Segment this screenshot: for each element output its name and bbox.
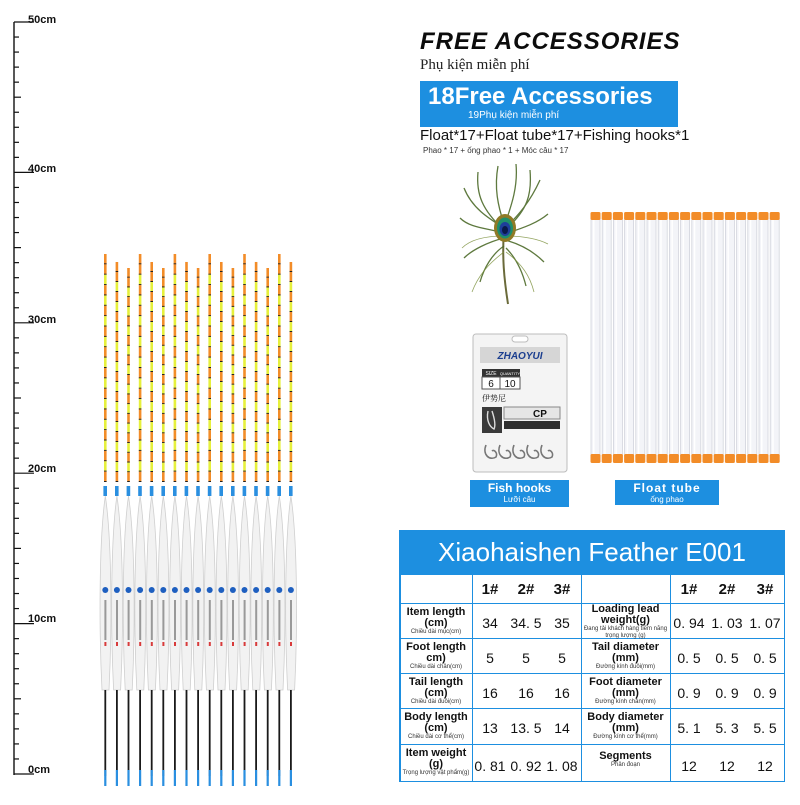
float: [193, 268, 204, 786]
row-label-text: Foot length cm): [406, 641, 466, 664]
value-cell: 0. 81: [474, 758, 506, 774]
float-tube: [624, 212, 634, 463]
float: [181, 262, 192, 786]
left-col-header-2: 2#: [517, 581, 535, 598]
float-tube: [703, 212, 713, 463]
float: [228, 268, 239, 786]
value-cell: 0. 5: [715, 650, 739, 666]
row-label-sub: Chiều dài đuôi(cm): [410, 699, 462, 705]
value-cell: 12: [681, 758, 697, 774]
hook-pack-size: 6: [488, 379, 494, 390]
row-label-body-length: [400, 712, 472, 741]
value-cell: 0. 5: [753, 650, 777, 666]
value-cell: 12: [757, 758, 773, 774]
value-cell: 5: [558, 650, 566, 666]
float-tube: [680, 212, 690, 463]
peacock-feather-icon: [458, 158, 550, 306]
float: [158, 268, 169, 786]
row-label-text: Body length (cm): [404, 711, 468, 734]
row-label-sub: Đường kính đuôi(mm): [596, 664, 655, 670]
value-cell: 35: [554, 615, 570, 631]
value-cell: 12: [719, 758, 735, 774]
row-label-sub: Chiều dài mục(cm): [410, 629, 462, 635]
right-col-header-3: 3#: [756, 581, 774, 598]
value-cell: 1. 03: [711, 615, 743, 631]
banner-subtitle: 19Phụ kiện miễn phí: [468, 110, 560, 121]
row-label-foot-diameter: [581, 677, 670, 706]
row-label-text: Item length (cm): [406, 606, 466, 629]
row-label-sub: Chiều dài chân(cm): [409, 664, 463, 670]
ruler-label-40: 40cm: [28, 163, 57, 175]
float: [286, 262, 297, 786]
row-label-sub: Chiều dài cơ thể(cm): [408, 734, 464, 740]
float-tube: [669, 212, 679, 463]
row-label-text: Segments: [599, 750, 652, 762]
row-label-text: Foot diameter (mm): [589, 676, 662, 699]
float: [112, 262, 123, 786]
ruler-ticks: [0, 0, 90, 800]
row-label-sub: Phân đoạn: [610, 762, 641, 768]
value-cell: 0. 5: [677, 650, 701, 666]
float-tube: [691, 212, 701, 463]
value-cell: 16: [554, 685, 570, 701]
value-cell: 0. 92: [510, 758, 542, 774]
row-label-item-length: [400, 607, 472, 636]
hook-pack-code: CP: [533, 409, 547, 420]
row-label-segments: [581, 751, 670, 769]
float: [239, 254, 250, 786]
float-tube: [747, 212, 757, 463]
contents-line-sub: Phao * 17 + ống phao * 1 + Móc câu * 17: [423, 146, 569, 155]
ruler-label-10: 10cm: [28, 613, 57, 625]
value-cell: 5. 1: [677, 720, 701, 736]
row-label-sub: Đang tải khách hàng tiềm năng trọng lượng (g): [583, 626, 668, 639]
float: [146, 262, 157, 786]
hook-pack-qty-label: QUANTITY: [499, 371, 521, 376]
value-cell: 0. 9: [677, 685, 701, 701]
fish-hooks-caption-title: Fish hooks: [487, 481, 552, 495]
value-cell: 1. 08: [546, 758, 578, 774]
float: [251, 262, 262, 786]
row-label-body-diameter: [581, 712, 670, 741]
row-label-text: Body diameter (mm): [587, 711, 664, 734]
float-tube: [602, 212, 612, 463]
row-label-text: Tail length (cm): [408, 676, 464, 699]
row-label-item-weight: [400, 748, 472, 777]
fish-hooks-caption: [470, 480, 569, 507]
float-tube-caption: [615, 480, 719, 505]
hook-pack-product: 伊势尼: [482, 394, 506, 403]
fishing-floats-image: [95, 250, 305, 790]
row-label-text: Item weight (g): [405, 747, 467, 770]
float-tube: [714, 212, 724, 463]
float-tube: [725, 212, 735, 463]
row-label-text: Tail diameter (mm): [591, 641, 660, 664]
float-tube: [591, 212, 601, 463]
value-cell: 5: [522, 650, 530, 666]
float-tube-caption-title: Float tube: [633, 481, 701, 495]
row-label-loading-lead-weight: [581, 604, 670, 640]
value-cell: 16: [482, 685, 498, 701]
float-tube-caption-sub: ống phao: [650, 495, 684, 504]
float: [135, 254, 146, 786]
value-cell: 0. 94: [673, 615, 705, 631]
row-label-tail-length: [400, 677, 472, 706]
ruler-label-0: 0cm: [28, 764, 51, 776]
spec-table: [399, 530, 785, 782]
float-tube-bundle-image: [587, 210, 783, 470]
row-label-text: Loading lead weight(g): [591, 603, 660, 626]
hook-pack-size-label: SIZE: [485, 371, 497, 377]
row-label-sub: Trọng lượng vật phẩm(g): [402, 770, 470, 776]
left-col-header-3: 3#: [553, 581, 571, 598]
float: [274, 254, 285, 786]
float-tube: [613, 212, 623, 463]
value-cell: 14: [554, 720, 570, 736]
float: [216, 262, 227, 786]
left-col-header-1: 1#: [481, 581, 499, 598]
value-cell: 1. 07: [749, 615, 781, 631]
float-tube: [736, 212, 746, 463]
value-cell: 0. 9: [715, 685, 739, 701]
fish-hooks-caption-sub: Lưỡi câu: [503, 495, 536, 504]
hook-pack-image: [472, 333, 568, 473]
float: [170, 254, 181, 786]
right-col-header-1: 1#: [680, 581, 698, 598]
page-subtitle: Phụ kiện miễn phí: [420, 57, 530, 73]
float-tube: [759, 212, 769, 463]
contents-line: Float*17+Float tube*17+Fishing hooks*1: [420, 127, 690, 144]
float-tube: [635, 212, 645, 463]
value-cell: 34. 5: [510, 615, 542, 631]
row-label-sub: Đường kính chân(mm): [595, 699, 656, 705]
float: [262, 268, 273, 786]
spec-table-title: Xiaohaishen Feather E001: [399, 530, 785, 575]
value-cell: 34: [482, 615, 498, 631]
float-tube: [770, 212, 780, 463]
row-label-foot-length: [400, 642, 472, 671]
page-title: FREE ACCESSORIES: [420, 28, 681, 55]
hook-pack-brand: ZHAOYUI: [497, 351, 543, 362]
float-tube: [658, 212, 668, 463]
floats-drawing: [95, 250, 305, 790]
value-cell: 5. 3: [715, 720, 739, 736]
banner-title: 18Free Accessories: [428, 83, 653, 110]
row-label-sub: Đường kính cơ thể(mm): [593, 734, 658, 740]
value-cell: 0. 9: [753, 685, 777, 701]
value-cell: 13: [482, 720, 498, 736]
float: [100, 254, 111, 786]
float: [123, 268, 134, 786]
ruler-label-20: 20cm: [28, 463, 57, 475]
length-ruler: [0, 0, 90, 800]
float-tube: [647, 212, 657, 463]
ruler-label-30: 30cm: [28, 314, 57, 326]
value-cell: 5: [486, 650, 494, 666]
float: [204, 254, 215, 786]
ruler-label-50: 50cm: [28, 14, 57, 26]
hook-pack-quantity: 10: [504, 379, 516, 390]
value-cell: 13. 5: [510, 720, 542, 736]
right-col-header-2: 2#: [718, 581, 736, 598]
value-cell: 16: [518, 685, 534, 701]
spec-table-grid: [399, 575, 785, 782]
row-label-tail-diameter: [581, 642, 670, 671]
value-cell: 5. 5: [753, 720, 777, 736]
accessories-banner: [420, 81, 678, 127]
